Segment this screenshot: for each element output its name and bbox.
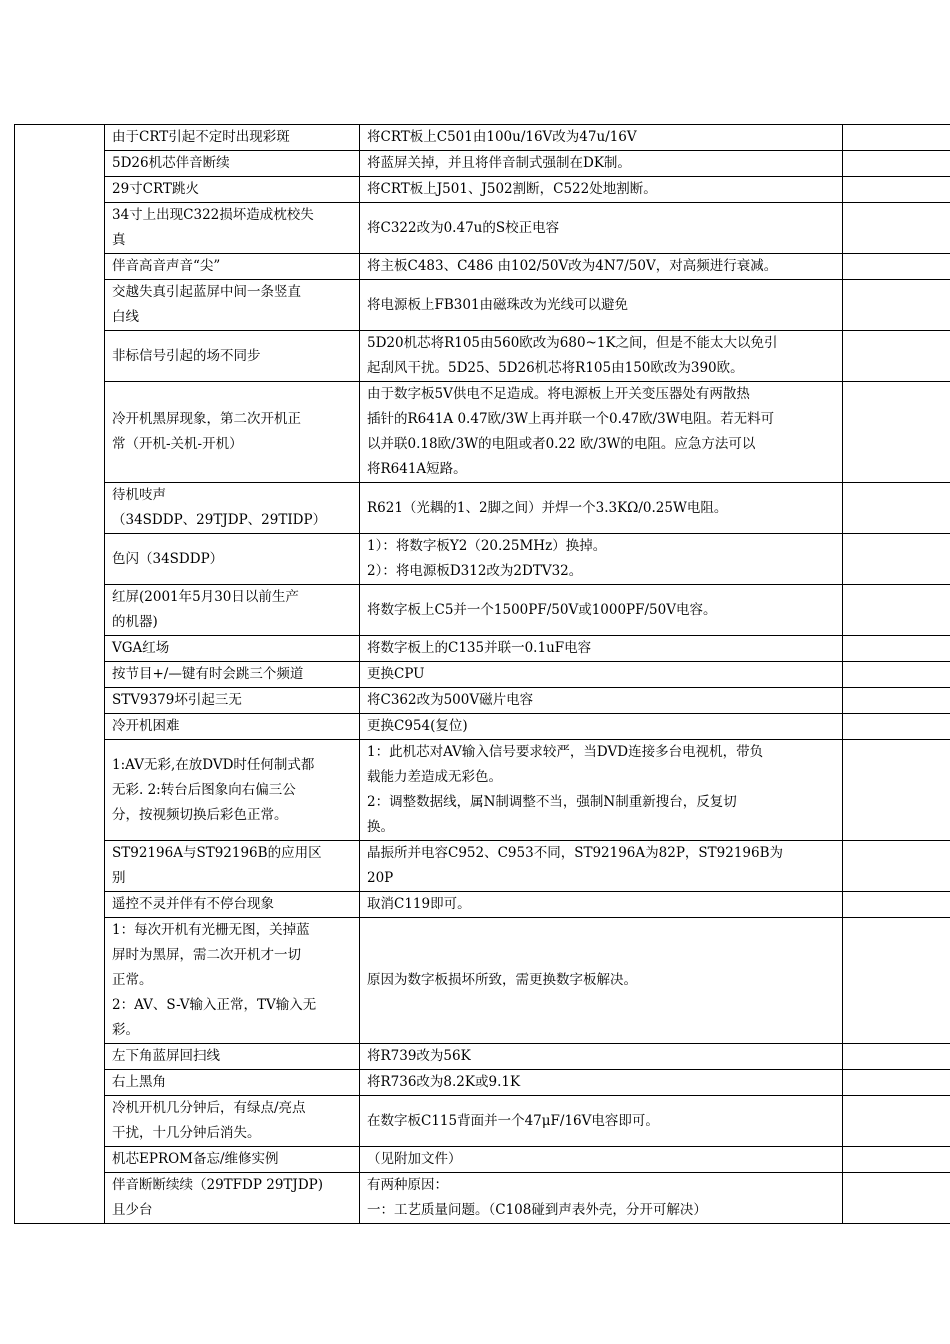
solution-cell: [360, 382, 843, 483]
solution-cell: [360, 1044, 843, 1070]
problem-text: 真: [112, 232, 126, 248]
remark-cell: [843, 1070, 950, 1096]
table-row: [15, 1070, 950, 1096]
problem-text: 1:AV无彩,在放DVD时任何制式都: [112, 756, 315, 773]
solution-cell: [360, 280, 843, 331]
remark-cell: [843, 331, 950, 382]
remark-cell: [843, 841, 950, 892]
solution-cell: [360, 125, 843, 151]
solution-text: 取消C119即可。: [367, 896, 471, 912]
problem-cell: [105, 636, 360, 662]
table-row: [15, 382, 950, 483]
remark-cell: [843, 892, 950, 918]
solution-cell: [360, 662, 843, 688]
problem-cell: [105, 688, 360, 714]
solution-text: 由于数字板5V供电不足造成。将电源板上开关变压器处有两散热: [367, 386, 750, 402]
remark-cell: [843, 382, 950, 483]
solution-cell: [360, 483, 843, 534]
remark-cell: [843, 203, 950, 254]
solution-text: 将蓝屏关掉，并且将伴音制式强制在DK制。: [367, 155, 631, 171]
remark-cell: [843, 534, 950, 585]
solution-text: 插针的R641A 0.47欧/3W上再并联一个0.47欧/3W电阻。若无料可: [367, 411, 775, 427]
problem-text: 1：每次开机有光栅无图，关掉蓝: [112, 922, 310, 938]
solution-text: 更换C954(复位): [367, 718, 468, 734]
solution-cell: [360, 1173, 843, 1224]
solution-text: 5D20机芯将R105由560欧改为680~1K之间，但是不能太大以免引: [367, 335, 778, 351]
problem-text: 干扰，十几分钟后消失。: [112, 1125, 261, 1141]
problem-text: 别: [112, 870, 126, 886]
problem-cell: [105, 1070, 360, 1096]
problem-text: 非标信号引起的场不同步: [112, 347, 261, 364]
problem-text: 红屏(2001年5月30日以前生产: [112, 589, 299, 605]
solution-text: 1）：将数字板Y2（20.25MHz）换掉。: [367, 538, 607, 554]
problem-cell: [105, 1044, 360, 1070]
problem-text: 29寸CRT跳火: [112, 181, 199, 197]
solution-text: 更换CPU: [367, 666, 425, 682]
solution-text: 1：此机芯对AV输入信号要求较严，当DVD连接多台电视机，带负: [367, 744, 764, 760]
solution-text: 将R739改为56K: [367, 1048, 471, 1064]
solution-text: 换。: [367, 819, 394, 835]
remark-cell: [843, 1173, 950, 1224]
problem-cell: [105, 1096, 360, 1147]
problem-text: 左下角蓝屏回扫线: [112, 1048, 220, 1064]
solution-text: 将R641A短路。: [367, 461, 467, 477]
solution-text: 以并联0.18欧/3W的电阻或者0.22 欧/3W的电阻。应急方法可以: [367, 436, 756, 452]
solution-text: 将CRT板上J501、J502割断，C522处地割断。: [367, 181, 657, 197]
problem-text: STV9379坏引起三无: [112, 692, 242, 708]
problem-text: 冷开机黑屏现象，第二次开机正: [112, 411, 301, 427]
problem-text: 遥控不灵并伴有不停台现象: [112, 896, 274, 912]
problem-text: 的机器): [112, 614, 158, 630]
table-row: [15, 1173, 950, 1224]
problem-text: 交越失真引起蓝屏中间一条竖直: [112, 284, 301, 300]
solution-text: 载能力差造成无彩色。: [367, 769, 502, 785]
solution-cell: [360, 177, 843, 203]
table-row: [15, 1044, 950, 1070]
solution-text: 有两种原因：: [367, 1177, 448, 1193]
problem-text: 屏时为黑屏，需二次开机才一切: [112, 947, 301, 963]
solution-cell: [360, 1096, 843, 1147]
solution-text: 将数字板上的C135并联一0.1uF电容: [367, 640, 592, 656]
problem-cell: [105, 483, 360, 534]
remark-cell: [843, 688, 950, 714]
remark-cell: [843, 740, 950, 841]
problem-cell: [105, 740, 360, 841]
problem-cell: [105, 1173, 360, 1224]
problem-cell: [105, 382, 360, 483]
remark-cell: [843, 254, 950, 280]
table-row: [15, 841, 950, 892]
problem-cell: [105, 585, 360, 636]
solution-text: 将主板C483、C486 由102/50V改为4N7/50V，对高频进行衰减。: [367, 258, 778, 274]
problem-text: 分，按视频切换后彩色正常。: [112, 806, 288, 823]
solution-cell: [360, 918, 843, 1044]
solution-cell: [360, 1070, 843, 1096]
problem-text: 冷机开机几分钟后，有绿点/亮点: [112, 1100, 306, 1116]
problem-text: 5D26机芯伴音断续: [112, 155, 230, 171]
solution-text: 一：工艺质量问题。（C108碰到声表外壳，分开可解决）: [367, 1202, 707, 1218]
remark-cell: [843, 483, 950, 534]
problem-cell: [105, 918, 360, 1044]
problem-text: 色闪（34SDDP）: [112, 550, 224, 567]
problem-text: （34SDDP、29TJDP、29TIDP）: [112, 512, 327, 528]
solution-cell: [360, 151, 843, 177]
problem-text: VGA红场: [112, 640, 170, 656]
remark-cell: [843, 151, 950, 177]
problem-text: 按节目+/—键有时会跳三个频道: [112, 666, 304, 682]
problem-text: ST92196A与ST92196B的应用区: [112, 845, 322, 861]
problem-text: 常（开机-关机-开机）: [112, 436, 243, 452]
solution-cell: [360, 636, 843, 662]
solution-text: 将C362改为500V磁片电容: [367, 692, 534, 708]
table-row: [15, 254, 950, 280]
problem-cell: [105, 125, 360, 151]
problem-cell: [105, 177, 360, 203]
remark-cell: [843, 1044, 950, 1070]
solution-cell: [360, 534, 843, 585]
problem-text: 由于CRT引起不定时出现彩斑: [112, 129, 290, 145]
problem-text: 且少台: [112, 1202, 153, 1218]
table-row: [15, 662, 950, 688]
problem-cell: [105, 203, 360, 254]
table-row: [15, 483, 950, 534]
solution-cell: [360, 688, 843, 714]
table-row: [15, 331, 950, 382]
solution-cell: [360, 841, 843, 892]
solution-text: 2：调整数据线，属N制调整不当，强制N制重新搜台，反复切: [367, 794, 737, 810]
problem-text: 右上黑角: [112, 1074, 166, 1090]
solution-text: 将电源板上FB301由磁珠改为光线可以避免: [367, 296, 629, 313]
table-row: [15, 203, 950, 254]
problem-cell: [105, 280, 360, 331]
remark-cell: [843, 280, 950, 331]
remark-cell: [843, 177, 950, 203]
solution-text: 在数字板C115背面并一个47μF/16V电容即可。: [367, 1112, 659, 1129]
problem-text: 伴音断断续续（29TFDP 29TJDP): [112, 1177, 324, 1193]
problem-cell: [105, 151, 360, 177]
problem-cell: [105, 534, 360, 585]
solution-cell: [360, 1147, 843, 1173]
solution-text: R621（光耦的1、2脚之间）并焊一个3.3KΩ/0.25W电阻。: [367, 499, 728, 516]
problem-cell: [105, 662, 360, 688]
problem-text: 伴音高音声音“尖”: [112, 258, 221, 274]
problem-text: 2：AV、S-V输入正常，TV输入无: [112, 997, 317, 1013]
solution-text: 将R736改为8.2K或9.1K: [367, 1074, 521, 1090]
solution-text: 将C322改为0.47u的S校正电容: [367, 219, 560, 236]
table-row: [15, 1147, 950, 1173]
repair-table: [14, 124, 950, 1224]
table-row: [15, 177, 950, 203]
problem-cell: [105, 331, 360, 382]
remark-cell: [843, 636, 950, 662]
solution-text: 将数字板上C5并一个1500PF/50V或1000PF/50V电容。: [367, 601, 717, 618]
problem-text: 彩。: [112, 1022, 139, 1038]
problem-text: 冷开机困难: [112, 718, 180, 734]
problem-text: 34寸上出现C322损坏造成枕校失: [112, 207, 314, 223]
problem-text: 无彩. 2:转台后图象向右偏三公: [112, 781, 296, 798]
problem-cell: [105, 1147, 360, 1173]
solution-text: 晶振所并电容C952、C953不同，ST92196A为82P，ST92196B为: [367, 845, 784, 861]
remark-cell: [843, 918, 950, 1044]
solution-cell: [360, 203, 843, 254]
table-row: [15, 125, 950, 151]
problem-text: 白线: [112, 309, 139, 325]
solution-text: 起刮风干扰。5D25、5D26机芯将R105由150欧改为390欧。: [367, 360, 744, 376]
problem-text: 待机吱声: [112, 487, 166, 503]
solution-text: （见附加文件）: [367, 1151, 462, 1167]
table-row: [15, 688, 950, 714]
table-row: [15, 585, 950, 636]
remark-cell: [843, 1147, 950, 1173]
remark-cell: [843, 125, 950, 151]
problem-cell: [105, 892, 360, 918]
solution-text: 20P: [367, 870, 394, 886]
table-row: [15, 714, 950, 740]
solution-text: 将CRT板上C501由100u/16V改为47u/16V: [367, 129, 637, 145]
table-row: [15, 740, 950, 841]
problem-cell: [105, 841, 360, 892]
problem-cell: [105, 254, 360, 280]
problem-text: 机芯EPROM备忘/维修实例: [112, 1151, 279, 1167]
table-row: [15, 892, 950, 918]
table-row: [15, 636, 950, 662]
table-row: [15, 280, 950, 331]
remark-cell: [843, 662, 950, 688]
solution-cell: [360, 740, 843, 841]
table-row: [15, 151, 950, 177]
table-row: [15, 918, 950, 1044]
problem-cell: [105, 714, 360, 740]
remark-cell: [843, 585, 950, 636]
solution-cell: [360, 714, 843, 740]
remark-cell: [843, 1096, 950, 1147]
table-row: [15, 1096, 950, 1147]
solution-cell: [360, 892, 843, 918]
table-row: [15, 534, 950, 585]
solution-text: 原因为数字板损坏所致，需更换数字板解决。: [367, 972, 637, 988]
solution-cell: [360, 331, 843, 382]
problem-text: 正常。: [112, 972, 153, 988]
solution-cell: [360, 585, 843, 636]
solution-cell: [360, 254, 843, 280]
category-cell: [15, 125, 105, 1224]
solution-text: 2）：将电源板D312改为2DTV32。: [367, 563, 583, 579]
remark-cell: [843, 714, 950, 740]
